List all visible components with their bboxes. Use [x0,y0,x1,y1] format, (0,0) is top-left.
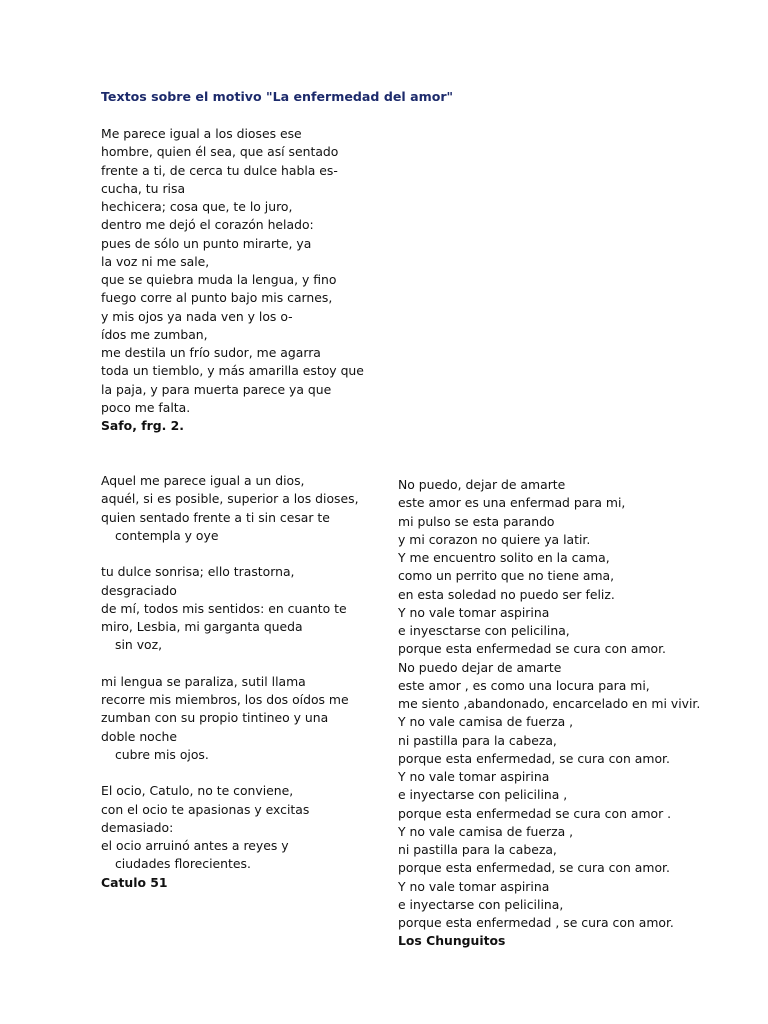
poem-line: mi lengua se paraliza, sutil llama [101,673,306,689]
poem-line: porque esta enfermedad, se cura con amor. [398,750,670,766]
poem-line: este amor , es como una locura para mi, [398,677,650,693]
poem-line: e inyectarse con pelicilina, [398,896,564,912]
poem-line: porque esta enfermedad se cura con amor . [398,805,672,821]
poem-line [101,545,359,563]
poem-line: doble noche [101,728,178,744]
poem-line: Y no vale tomar aspirina [398,878,550,894]
poem-line: ni pastilla para la cabeza, [398,842,557,857]
poem-line: aquél, si es posible, superior a los dioses, [101,491,359,507]
poem-line: tu dulce sonrisa; ello trastorna, [101,564,295,580]
page-title: Textos sobre el motivo "La enfermedad del amor" [101,89,454,104]
poem-line: ídos me zumban, [101,326,208,342]
poem-line: contempla y oye [115,527,219,543]
poem-line: Y no vale camisa de fuerza , [398,823,574,839]
poem-line: ciudades florecientes. [115,856,251,872]
poem-line: cubre mis ojos. [115,746,209,762]
poem-line: de mí, todos mis sentidos: en cuanto te [101,600,347,616]
poem-line: porque esta enfermedad , se cura con amor. [398,915,674,930]
poem-line: ni pastilla para la cabeza, [398,732,557,748]
poem-line: dentro me dejó el corazón helado: [101,217,314,233]
poem-line: Me parece igual a los dioses ese [101,126,302,141]
poem-chunguitos [398,476,700,951]
poem-line: desgraciado [101,582,177,598]
poem-line [101,764,359,782]
poem-line: quien sentado frente a ti sin cesar te [101,509,330,525]
poem-author: Catulo 51 [101,874,168,890]
poem-line: en esta soledad no puedo ser feliz. [398,586,615,602]
poem-line: e inyectarse con pelicilina , [398,787,568,803]
poem-line: hombre, quien él sea, que así sentado [101,144,339,160]
poem-line: Y no vale tomar aspirina [398,604,550,620]
poem-line: fuego corre al punto bajo mis carnes, [101,290,333,306]
poem-line: como un perrito que no tiene ama, [398,568,615,584]
poem-line: hechicera; cosa que, te lo juro, [101,199,293,214]
poem-line: este amor es una enfermad para mi, [398,495,626,511]
poem-catulo [101,472,359,892]
poem-line [101,655,359,673]
poem-line: pues de sólo un punto mirarte, ya [101,235,312,251]
poem-author: Los Chunguitos [398,933,506,949]
poem-line: con el ocio te apasionas y excitas [101,801,310,817]
poem-line: miro, Lesbia, mi garganta queda [101,619,303,634]
poem-line: e inyesctarse con pelicilina, [398,623,570,638]
poem-line: Y no vale camisa de fuerza , [398,714,574,730]
poem-line: No puedo dejar de amarte [398,659,562,675]
poem-line: la voz ni me sale, [101,253,210,269]
poem-line: recorre mis miembros, los dos oídos me [101,692,349,707]
poem-line: frente a ti, de cerca tu dulce habla es- [101,162,338,178]
poem-line: demasiado: [101,819,174,835]
poem-line: Y no vale tomar aspirina [398,769,550,784]
poem-line: el ocio arruinó antes a reyes y [101,838,289,853]
poem-line: mi pulso se esta parando [398,513,555,529]
poem-line: me siento ,abandonado, encarcelado en mi vivir. [398,696,701,711]
poem-line: sin voz, [115,637,163,653]
poem-line: poco me falta. [101,399,191,415]
poem-line: Y me encuentro solito en la cama, [398,550,610,565]
poem-line: porque esta enfermedad, se cura con amor. [398,860,670,876]
poem-author: Safo, frg. 2. [101,418,184,433]
poem-safo [101,125,364,435]
poem-line: No puedo, dejar de amarte [398,477,566,492]
poem-line: Aquel me parece igual a un dios, [101,473,305,488]
poem-line: la paja, y para muerta parece ya que [101,381,332,397]
poem-line: y mis ojos ya nada ven y los o- [101,308,293,324]
poem-line: El ocio, Catulo, no te conviene, [101,783,294,799]
poem-line: me destila un frío sudor, me agarra [101,345,321,360]
poem-line: cucha, tu risa [101,180,186,196]
poem-line: que se quiebra muda la lengua, y fino [101,272,337,287]
poem-line: toda un tiemblo, y más amarilla estoy que [101,363,364,379]
poem-line: porque esta enfermedad se cura con amor. [398,641,666,657]
poem-line: y mi corazon no quiere ya latir. [398,531,591,547]
poem-line: zumban con su propio tintineo y una [101,710,329,726]
